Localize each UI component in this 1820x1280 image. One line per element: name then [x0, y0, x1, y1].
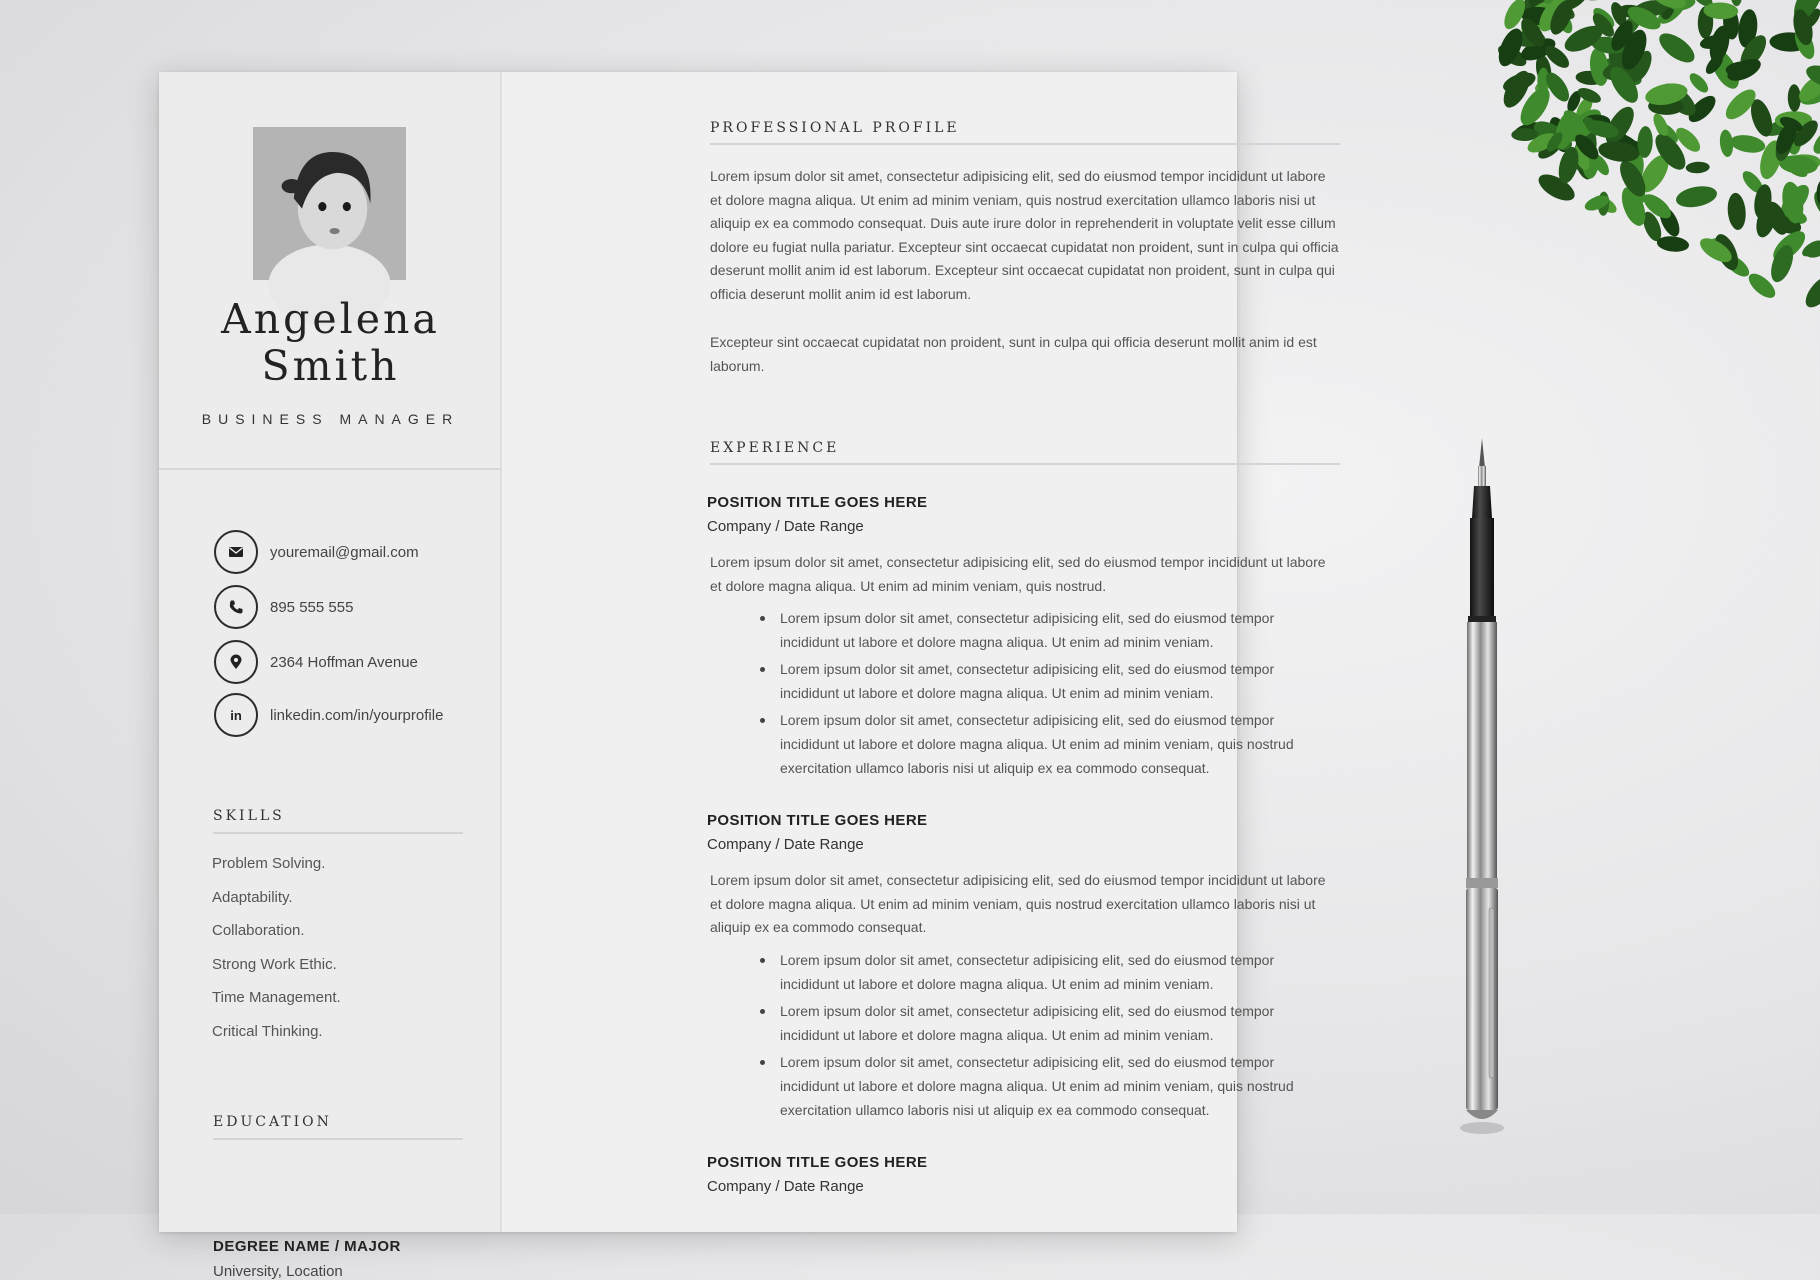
plant-leaf: [1729, 133, 1767, 156]
skill-item: Collaboration.: [212, 922, 305, 940]
bullet-item: Lorem ipsum dolor sit amet, consectetur adipisicing elit, sed do eiusmod tempor incididunt ut labore et dolore magna aliqua. Ut enim ad minim veniam, quis nostrud exercitation ullamco laboris nisi ut aliquip ex ea commodo consequat.: [750, 709, 1328, 780]
skill-item: Time Management.: [212, 989, 341, 1007]
profile-photo: [253, 127, 406, 280]
contact-address: [214, 639, 418, 685]
phone-icon: [214, 585, 258, 629]
resume-sidebar: [159, 72, 502, 1280]
name-first: Angelena: [221, 295, 440, 343]
position-bullets: [750, 607, 1328, 784]
position-company: Company / Date Range: [707, 518, 864, 535]
plant-leaf: [1801, 271, 1820, 312]
contact-phone-text: 895 555 555: [270, 598, 354, 616]
position-title: POSITION TITLE GOES HERE: [707, 812, 928, 829]
plant-decoration: [1490, 0, 1820, 372]
skills-list: [212, 854, 341, 1056]
profile-heading: PROFESSIONAL PROFILE: [710, 120, 1340, 145]
position-title: POSITION TITLE GOES HERE: [707, 1154, 928, 1171]
experience-heading: EXPERIENCE: [710, 440, 1340, 465]
contact-email: [214, 529, 419, 575]
pen-decoration: [1452, 438, 1512, 1138]
profile-paragraph: Lorem ipsum dolor sit amet, consectetur adipisicing elit, sed do eiusmod tempor incididunt ut labore et dolore magna aliqua. Ut enim ad minim veniam, quis nostrud exercitation ullamco laboris nisi ut aliquip ex ea commodo consequat. Duis aute irure dolor in reprehenderit in voluptate velit esse cillum dolore eu fugiat nulla pariatur. Excepteur sint occaecat cupidatat non proident, sunt in culpa qui officia deserunt mollit anim id est laborum. Excepteur sint occaecat cupidatat non proident, sunt in culpa qui officia deserunt mollit anim id est laborum.: [710, 168, 1339, 302]
location-pin-icon: [214, 640, 258, 684]
bullet-item: Lorem ipsum dolor sit amet, consectetur adipisicing elit, sed do eiusmod tempor incididunt ut labore et dolore magna aliqua. Ut enim ad minim veniam.: [750, 658, 1328, 705]
name-last: Smith: [261, 342, 400, 390]
skill-item: Adaptability.: [212, 888, 293, 906]
plant-leaf: [1788, 84, 1801, 112]
email-icon: [214, 530, 258, 574]
position-summary: Lorem ipsum dolor sit amet, consectetur adipisicing elit, sed do eiusmod tempor incididunt ut labore et dolore magna aliqua. Ut enim ad minim veniam, quis nostrud.: [710, 554, 1326, 594]
plant-leaf: [1674, 183, 1719, 210]
plant-leaf: [1685, 161, 1710, 174]
position-summary: Lorem ipsum dolor sit amet, consectetur adipisicing elit, sed do eiusmod tempor incididunt ut labore et dolore magna aliqua. Ut enim ad minim veniam, quis nostrud exercitation ullamco laboris nisi ut aliquip ex ea commodo consequat.: [710, 872, 1326, 936]
contact-phone: [214, 584, 353, 630]
resume-main: [504, 72, 1339, 1232]
bullet-item: Lorem ipsum dolor sit amet, consectetur adipisicing elit, sed do eiusmod tempor incididunt ut labore et dolore magna aliqua. Ut enim ad minim veniam.: [750, 949, 1328, 996]
resume-page: [159, 72, 1339, 1280]
profile-paragraph: Excepteur sint occaecat cupidatat non proident, sunt in culpa qui officia deserunt mollit anim id est laborum.: [710, 334, 1317, 374]
contact-linkedin: [214, 692, 443, 738]
position-title: POSITION TITLE GOES HERE: [707, 494, 928, 511]
linkedin-icon: [214, 693, 258, 737]
position-company: Company / Date Range: [707, 836, 864, 853]
degree-name: DEGREE NAME / MAJOR: [213, 1238, 401, 1255]
plant-leaf: [1687, 70, 1712, 95]
plant-leaf: [1654, 28, 1699, 68]
position-bullets: [750, 949, 1328, 1126]
position-company: Company / Date Range: [707, 1178, 864, 1195]
skills-heading: SKILLS: [213, 808, 463, 834]
plant-leaf: [1726, 192, 1747, 231]
job-title: BUSINESS MANAGER: [201, 411, 460, 427]
contact-linkedin-text: linkedin.com/in/yourprofile: [270, 706, 444, 724]
skill-item: Critical Thinking.: [212, 1022, 323, 1040]
linkedin-icon-text: in: [230, 707, 242, 723]
plant-leaf: [1656, 235, 1690, 253]
contact-address-text: 2364 Hoffman Avenue: [270, 653, 418, 671]
sidebar-divider: [159, 468, 502, 470]
education-heading: EDUCATION: [213, 1114, 463, 1140]
bullet-item: Lorem ipsum dolor sit amet, consectetur adipisicing elit, sed do eiusmod tempor incididunt ut labore et dolore magna aliqua. Ut enim ad minim veniam, quis nostrud exercitation ullamco laboris nisi ut aliquip ex ea commodo consequat.: [750, 1051, 1328, 1122]
skill-item: Strong Work Ethic.: [212, 955, 337, 973]
contact-email-text: youremail@gmail.com: [270, 543, 419, 561]
skill-item: Problem Solving.: [212, 855, 326, 872]
plant-leaf: [1719, 129, 1735, 158]
bullet-item: Lorem ipsum dolor sit amet, consectetur adipisicing elit, sed do eiusmod tempor incididunt ut labore et dolore magna aliqua. Ut enim ad minim veniam.: [750, 1000, 1328, 1047]
degree-school: University, Location: [213, 1263, 343, 1280]
bullet-item: Lorem ipsum dolor sit amet, consectetur adipisicing elit, sed do eiusmod tempor incididunt ut labore et dolore magna aliqua. Ut enim ad minim veniam.: [750, 607, 1328, 654]
